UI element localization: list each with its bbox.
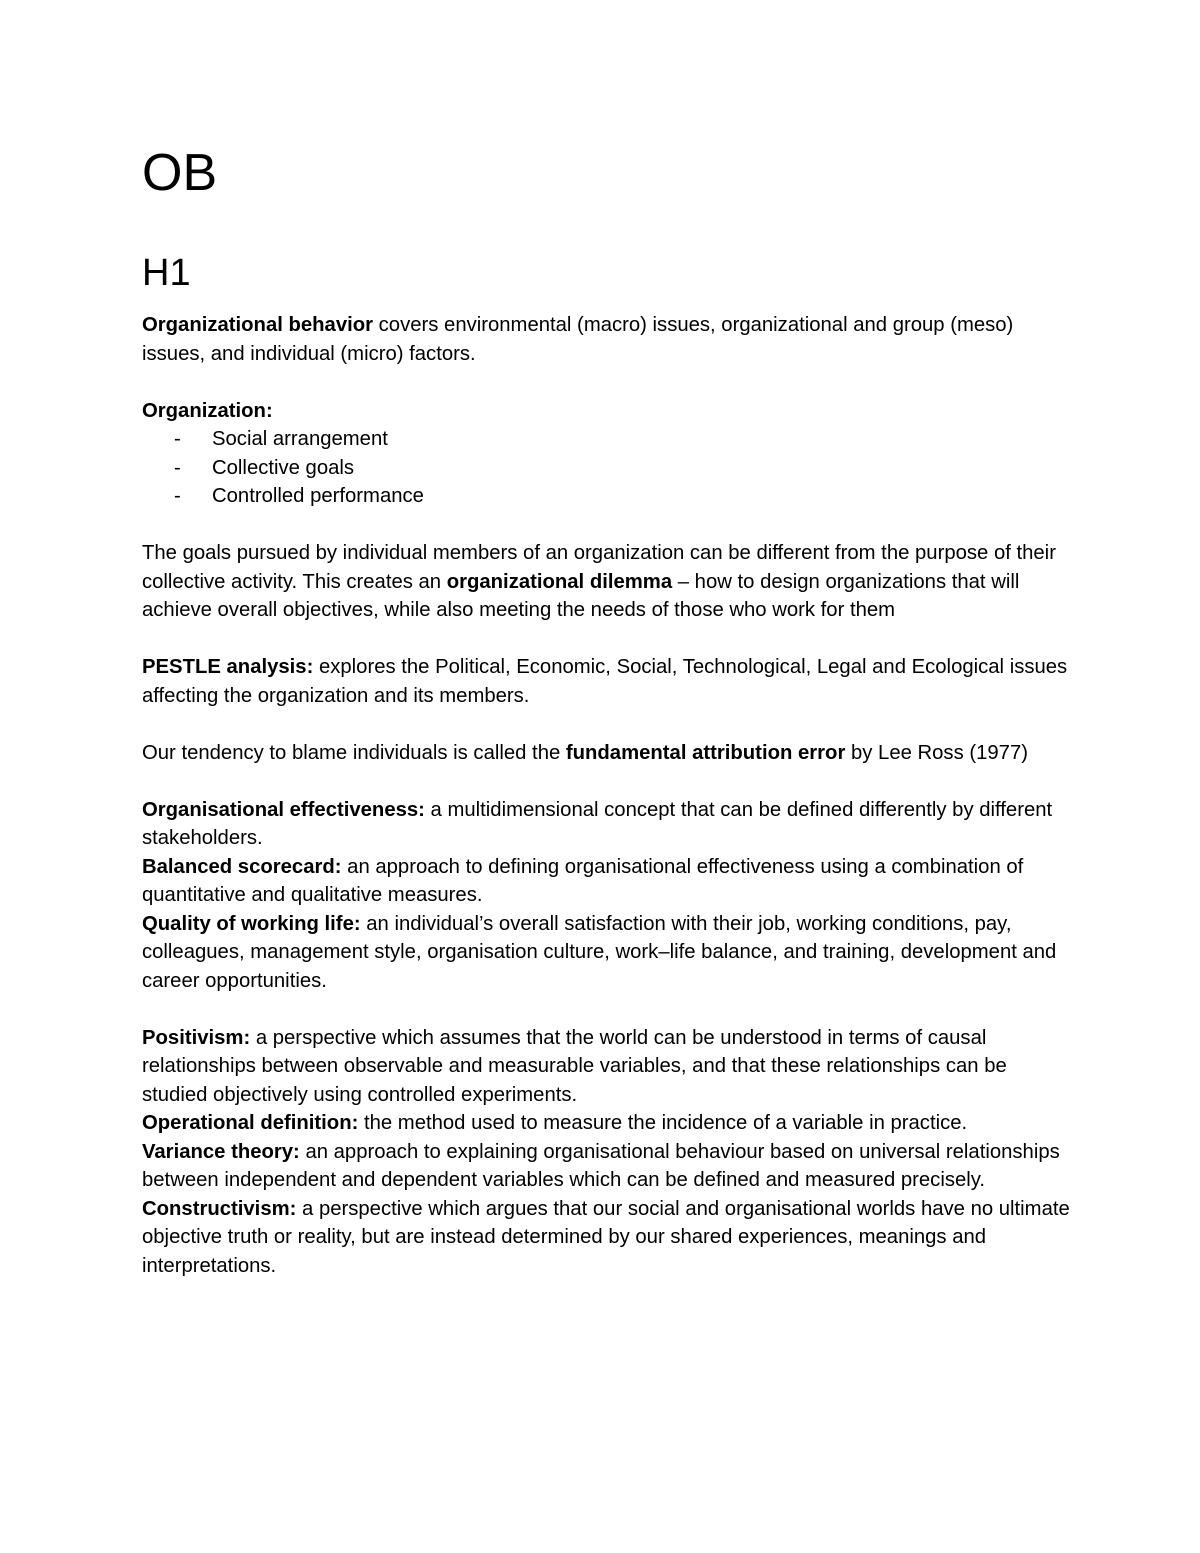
definition-text: a perspective which assumes that the world can be understood in terms of causal relationships between observable and measurable variables, and that these relationships can be studied objectively using controlled experiments. — [142, 1026, 1007, 1106]
definition-term: Balanced scorecard: — [142, 855, 342, 878]
definition-term: Variance theory: — [142, 1140, 300, 1163]
paragraph-pestle — [142, 653, 1072, 710]
definition-variance-theory — [142, 1138, 1072, 1195]
spacer — [142, 710, 1072, 739]
term-organization: Organization: — [142, 399, 273, 422]
definition-organisational-effectiveness — [142, 796, 1072, 853]
list-item — [142, 454, 1072, 483]
definition-text: covers environmental (macro) issues, organizational and group (meso) issues, and individual (micro) factors. — [142, 314, 1014, 365]
list-item-text: Social arrangement — [212, 428, 388, 450]
definition-text: a multidimensional concept that can be defined differently by different stakeholders. — [142, 798, 1053, 849]
spacer — [142, 625, 1072, 654]
definition-text: a perspective which argues that our social and organisational worlds have no ultimate objective truth or reality, but are instead determined by our shared experiences, meanings and interpretations. — [142, 1197, 1070, 1277]
list-item-text: Controlled performance — [212, 485, 424, 507]
definition-text: explores the Political, Economic, Social, Technological, Legal and Ecological issues affecting the organization and its members. — [142, 656, 1068, 707]
definition-positivism — [142, 1024, 1072, 1110]
definition-text: the method used to measure the incidence of a variable in practice. — [358, 1112, 968, 1134]
definition-text: an approach to defining organisational effectiveness using a combination of quantitative and qualitative measures. — [142, 855, 1024, 906]
paragraph-text: The goals pursued by individual members of an organization can be different from the purpose of their collective activity. This creates an — [142, 542, 1056, 593]
paragraph-text: – how to design organizations that will achieve overall objectives, while also meeting the needs of those who work for them — [142, 570, 1020, 621]
spacer — [142, 767, 1072, 796]
definition-text: an individual’s overall satisfaction with their job, working conditions, pay, colleagues, management style, organisation culture, work–life balance, and training, development and career opportunities. — [142, 912, 1057, 992]
term-organizational-behavior: Organizational behavior — [142, 314, 374, 336]
definition-term: Operational definition: — [142, 1112, 359, 1134]
dash-bullet: - — [174, 485, 181, 507]
definition-constructivism — [142, 1195, 1072, 1281]
paragraph-attribution-error — [142, 739, 1072, 768]
spacer — [142, 368, 1072, 397]
paragraph-text: by Lee Ross (1977) — [845, 741, 1028, 764]
definition-operational-definition — [142, 1109, 1072, 1138]
list-item — [142, 482, 1072, 511]
term-pestle-analysis: PESTLE analysis: — [142, 656, 314, 678]
list-item — [142, 425, 1072, 454]
definition-text: an approach to explaining organisational behaviour based on universal relationships between independent and dependent variables which can be defined and measured precisely. — [142, 1140, 1060, 1191]
organization-list — [142, 425, 1072, 511]
term-organizational-dilemma: organizational dilemma — [446, 570, 673, 593]
definition-term: Organisational effectiveness: — [142, 798, 425, 821]
definition-term: Quality of working life: — [142, 912, 361, 935]
paragraph-text: Our tendency to blame individuals is called the — [142, 741, 566, 764]
definition-balanced-scorecard — [142, 853, 1072, 910]
term-fundamental-attribution-error: fundamental attribution error — [565, 741, 846, 764]
list-item-text: Collective goals — [212, 456, 355, 479]
dash-bullet: - — [174, 456, 181, 479]
definition-term: Positivism: — [142, 1026, 251, 1049]
section-heading: H1 — [142, 252, 191, 294]
paragraph-organizational-behavior — [142, 311, 1072, 368]
definition-term: Constructivism: — [142, 1197, 297, 1220]
document-body — [142, 311, 1072, 1280]
spacer — [142, 511, 1072, 540]
paragraph-organizational-dilemma — [142, 539, 1072, 625]
spacer — [142, 995, 1072, 1024]
definition-quality-of-working-life — [142, 910, 1072, 996]
document-title: OB — [142, 144, 218, 202]
dash-bullet: - — [174, 428, 181, 450]
organization-label — [142, 397, 1072, 426]
